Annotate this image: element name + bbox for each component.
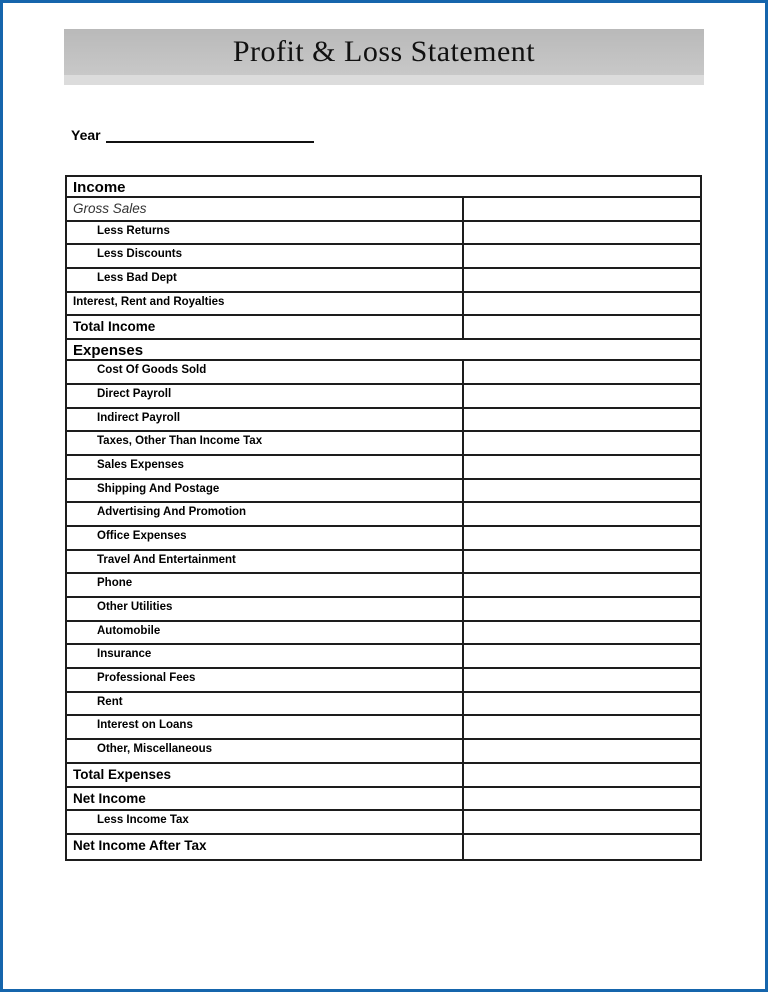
table-row xyxy=(67,503,700,527)
row-value-cell[interactable] xyxy=(462,740,700,762)
table-row xyxy=(67,811,700,835)
year-field xyxy=(71,125,314,143)
row-value-cell[interactable] xyxy=(462,361,700,383)
row-value-cell[interactable] xyxy=(462,764,700,786)
title-banner-strip xyxy=(64,75,704,85)
row-label: Advertising And Promotion xyxy=(97,506,247,519)
row-value-cell[interactable] xyxy=(462,574,700,596)
row-label: Phone xyxy=(97,577,133,590)
row-value-cell[interactable] xyxy=(462,598,700,620)
table-row xyxy=(67,198,700,222)
row-label: Rent xyxy=(97,695,123,708)
row-label: Net Income xyxy=(73,790,146,806)
table-row xyxy=(67,432,700,456)
row-value-cell[interactable] xyxy=(462,527,700,549)
table-row xyxy=(67,764,700,788)
row-label: Sales Expenses xyxy=(97,458,184,471)
row-label: Professional Fees xyxy=(97,672,196,685)
row-value-cell[interactable] xyxy=(462,693,700,715)
row-value-cell[interactable] xyxy=(462,551,700,573)
table-row xyxy=(67,269,700,293)
row-value-cell[interactable] xyxy=(462,716,700,738)
table-row xyxy=(67,574,700,598)
row-label: Office Expenses xyxy=(97,529,187,542)
table-row xyxy=(67,835,700,859)
row-value-cell[interactable] xyxy=(462,432,700,454)
row-label: Insurance xyxy=(97,648,152,661)
row-label: Less Income Tax xyxy=(97,814,189,827)
row-label: Direct Payroll xyxy=(97,387,172,400)
row-label: Interest, Rent and Royalties xyxy=(73,295,225,308)
row-label: Automobile xyxy=(97,624,161,637)
table-row xyxy=(67,480,700,504)
row-label: Cost Of Goods Sold xyxy=(97,364,207,377)
table-row xyxy=(67,598,700,622)
row-value-cell[interactable] xyxy=(462,503,700,525)
table-row xyxy=(67,788,700,812)
row-label: Income xyxy=(73,179,126,196)
row-label: Other Utilities xyxy=(97,601,173,613)
table-row xyxy=(67,527,700,551)
row-label: Less Discounts xyxy=(97,248,182,261)
table-row xyxy=(67,716,700,740)
table-row xyxy=(67,740,700,764)
row-label: Indirect Payroll xyxy=(97,411,181,424)
row-value-cell[interactable] xyxy=(462,385,700,407)
row-value-cell[interactable] xyxy=(462,669,700,691)
row-label: Less Bad Dept xyxy=(97,272,177,285)
row-label: Gross Sales xyxy=(73,201,147,216)
table-row xyxy=(67,361,700,385)
row-value-cell[interactable] xyxy=(462,788,700,810)
table-row xyxy=(67,222,700,246)
row-value-cell[interactable] xyxy=(462,409,700,431)
year-label: Year xyxy=(71,127,101,143)
row-label: Taxes, Other Than Income Tax xyxy=(97,435,263,448)
row-label: Less Returns xyxy=(97,224,170,237)
title-banner-main xyxy=(64,29,704,75)
table-row xyxy=(67,316,700,340)
section-header-row xyxy=(67,340,700,361)
row-label: Other, Miscellaneous xyxy=(97,743,213,756)
row-value-cell[interactable] xyxy=(462,222,700,244)
table-row xyxy=(67,409,700,433)
table-row xyxy=(67,551,700,575)
table-row xyxy=(67,622,700,646)
row-value-cell[interactable] xyxy=(462,245,700,267)
row-value-cell[interactable] xyxy=(462,456,700,478)
row-value-cell[interactable] xyxy=(462,269,700,291)
title-banner xyxy=(64,29,704,85)
row-value-cell[interactable] xyxy=(462,622,700,644)
row-label: Total Income xyxy=(73,319,156,335)
row-label: Net Income After Tax xyxy=(73,837,207,853)
table-row xyxy=(67,693,700,717)
row-value-cell[interactable] xyxy=(462,811,700,833)
page-title: Profit & Loss Statement xyxy=(232,35,536,68)
row-label: Total Expenses xyxy=(73,766,172,782)
row-label: Interest on Loans xyxy=(97,719,193,732)
table-row xyxy=(67,385,700,409)
row-value-cell[interactable] xyxy=(462,293,700,315)
table-row xyxy=(67,669,700,693)
table-row xyxy=(67,456,700,480)
pl-table xyxy=(65,175,702,861)
row-value-cell[interactable] xyxy=(462,645,700,667)
row-value-cell[interactable] xyxy=(462,198,700,220)
row-value-cell[interactable] xyxy=(462,316,700,338)
row-value-cell[interactable] xyxy=(462,480,700,502)
table-row xyxy=(67,245,700,269)
table-row xyxy=(67,293,700,317)
row-value-cell[interactable] xyxy=(462,835,700,859)
row-label: Expenses xyxy=(73,342,144,360)
row-label: Travel And Entertainment xyxy=(97,553,236,566)
table-row xyxy=(67,645,700,669)
row-label: Shipping And Postage xyxy=(97,482,220,495)
year-input-line[interactable] xyxy=(106,125,314,143)
section-header-row xyxy=(67,177,700,198)
